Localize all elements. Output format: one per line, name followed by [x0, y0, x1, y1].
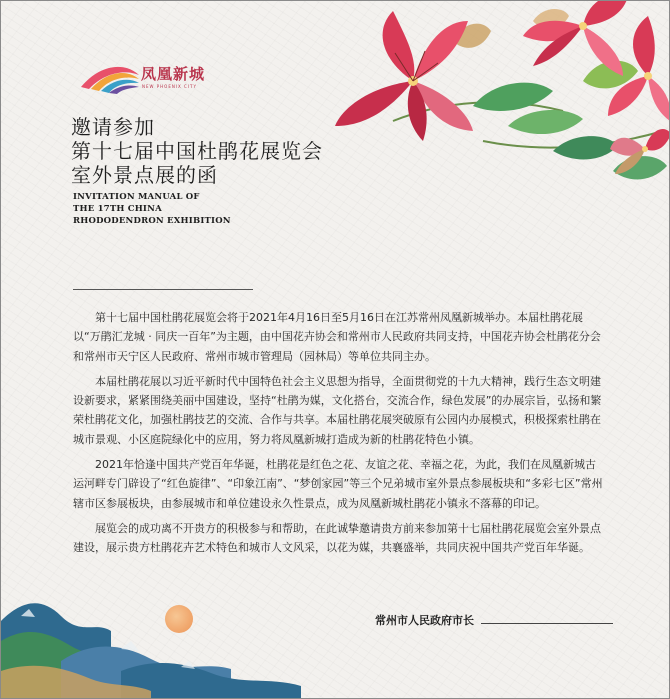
signature: 常州市人民政府市长 — [375, 614, 474, 627]
english-title — [73, 191, 231, 227]
title-divider — [73, 289, 253, 290]
english-title-line-2: THE 17TH CHINA — [73, 204, 162, 214]
english-title-line-1: INVITATION MANUAL OF — [73, 192, 200, 202]
paragraph-1: 第十七届中国杜鹃花展览会将于2021年4月16日至5月16日在江苏常州凤凰新城举办。本届杜鹃花展以“万鹃汇龙城 · 同庆一百年”为主题，由中国花卉协会和常州市人民政府共同支持，中国花卉协会杜鹃花分会和常州市天宁区人民政府、常州市城市管理局（园林局）等单位共同主办。 — [73, 311, 601, 363]
logo-name: 凤凰新城 — [141, 65, 206, 83]
title-line-2: 第十七届中国杜鹃花展览会 — [71, 139, 323, 163]
flower-illustration — [333, 1, 670, 201]
paragraph-3: 2021年恰逢中国共产党百年华诞，杜鹃花是红色之花、友谊之花、幸福之花，为此，我们在凤凰新城古运河畔专门辟设了“红色旋律”、“印象江南”、“梦创家园”等三个兄弟城市室外景点参展板块和“多彩七区”常州辖市区参展板块，由参展城市和单位建设永久性景点，成为凤凰新城杜鹃花小镇永不落幕的印记。 — [73, 458, 603, 510]
mountain-illustration — [1, 591, 321, 699]
logo-subtitle: NEW PHOENIX CITY — [142, 84, 197, 89]
english-title-line-3: RHODODENDRON EXHIBITION — [73, 216, 231, 226]
title-line-3: 室外景点展的函 — [71, 163, 218, 187]
letter-body — [73, 308, 603, 564]
paragraph-4: 展览会的成功离不开贵方的积极参与和帮助，在此诚挚邀请贵方前来参加第十七届杜鹃花展览会室外景点建设，展示贵方杜鹃花卉艺术特色和城市人文风采，以花为媒，共襄盛举，共同庆祝中国共产党百年华诞。 — [73, 521, 601, 555]
signature-line — [481, 623, 613, 624]
title-line-1: 邀请参加 — [71, 115, 155, 139]
page-title — [71, 115, 323, 187]
paragraph-2: 本届杜鹃花展以习近平新时代中国特色社会主义思想为指导，全面贯彻党的十九大精神，践行生态文明建设新要求，紧紧围绕美丽中国建设，坚持“杜鹃为媒，文化搭台，交流合作，绿色发展”的办展宗旨，弘扬和繁荣杜鹃花文化，加强杜鹃技艺的交流、合作与共享。本届杜鹃花展突破原有公园内办展模式，积极探索杜鹃在城市景观、小区庭院绿化中的应用，努力将凤凰新城打造成为新的杜鹃花特色小镇。 — [73, 374, 602, 446]
